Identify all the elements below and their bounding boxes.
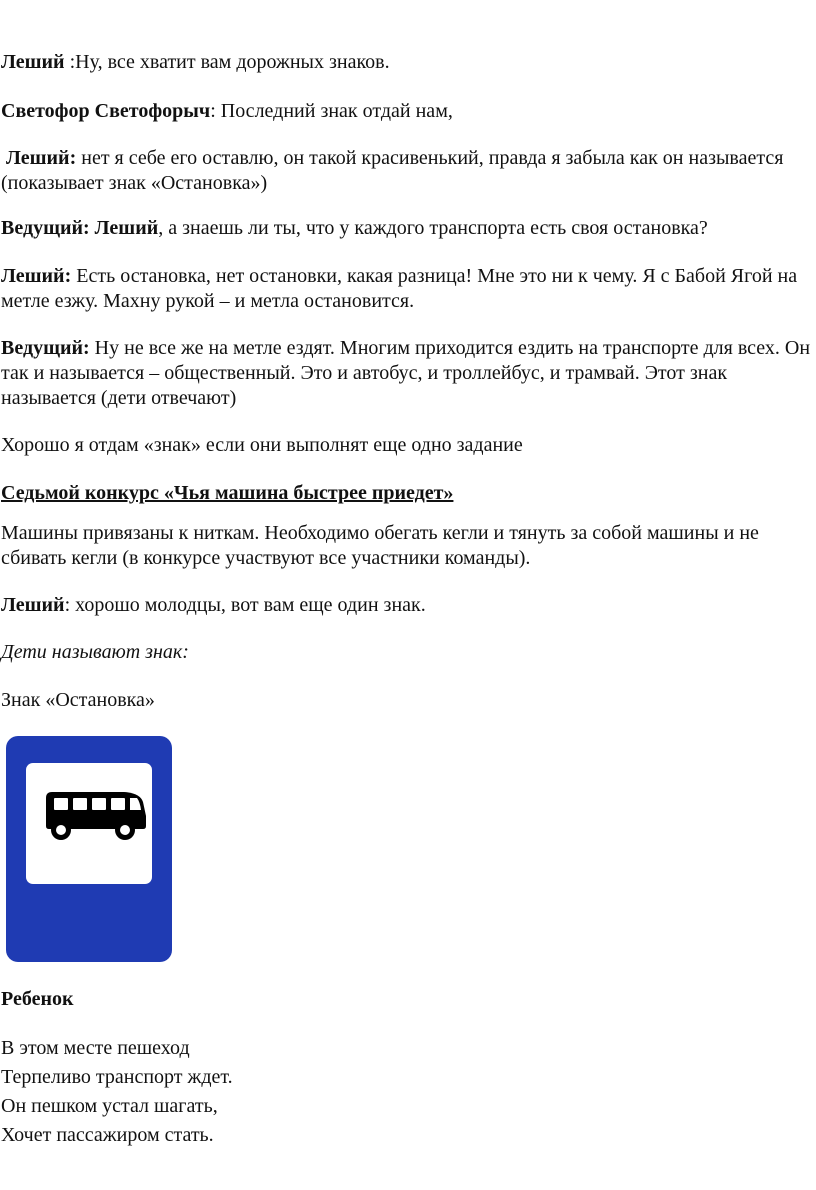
paragraph-text: Есть остановка, нет остановки, какая разница! Мне это ни к чему. Я с Бабой Ягой на метле езжу. Махну рукой – и метла остановится. [1, 265, 798, 312]
paragraph-5 [1, 264, 811, 314]
paragraph-7: Хорошо я отдам «знак» если они выполнят еще одно задание [1, 434, 523, 456]
section-heading: Седьмой конкурс «Чья машина быстрее приедет» [1, 482, 454, 504]
paragraph-10 [1, 593, 811, 618]
paragraph-text: : Последний знак отдай нам, [210, 100, 453, 122]
paragraph-1 [1, 50, 811, 75]
speaker-label: Леший [1, 594, 65, 616]
paragraph-text: Ну не все же на метле ездят. Многим приходится ездить на транспорте для всех. Он так и называется – общественный. Это и автобус, и троллейбус, и трамвай. Этот знак называется (дети отвечают) [1, 337, 811, 409]
paragraph-9: Машины привязаны к ниткам. Необходимо обегать кегли и тянуть за собой машины и не сбивать кегли (в конкурсе участвуют все участники команды). [1, 522, 759, 569]
paragraph-6 [1, 336, 811, 411]
speaker-label: Леший [1, 51, 65, 73]
poem-line-3: Он пешком устал шагать, [1, 1095, 218, 1117]
speaker-label: Ведущий: [1, 337, 90, 359]
paragraph-12: Знак «Остановка» [1, 689, 155, 711]
speaker-label: Леший: [1, 265, 72, 287]
bus-stop-sign [6, 736, 172, 962]
paragraph-text: : хорошо молодцы, вот вам еще один знак. [64, 594, 426, 616]
paragraph-4 [1, 216, 811, 241]
paragraph-13 [1, 987, 811, 1012]
poem-line-4: Хочет пассажиром стать. [1, 1124, 214, 1146]
poem-line-2: Терпеливо транспорт ждет. [1, 1066, 233, 1088]
paragraph-3 [1, 146, 811, 196]
paragraph-text: нет я себе его оставлю, он такой красивенький, правда я забыла как он называется (показывает знак «Остановка») [1, 147, 784, 194]
speaker-label: Ведущий: Леший [1, 217, 159, 239]
paragraph-text: , а знаешь ли ты, что у каждого транспорта есть своя остановка? [158, 217, 708, 239]
speaker-label: Леший: [6, 147, 77, 169]
paragraph-2 [1, 99, 811, 124]
poem-line-1: В этом месте пешеход [1, 1037, 190, 1059]
speaker-label: Светофор Светофорыч [1, 100, 211, 122]
paragraph-11: Дети называют знак: [1, 641, 189, 663]
speaker-label: Ребенок [1, 988, 74, 1010]
paragraph-text: :Ну, все хватит вам дорожных знаков. [64, 51, 390, 73]
